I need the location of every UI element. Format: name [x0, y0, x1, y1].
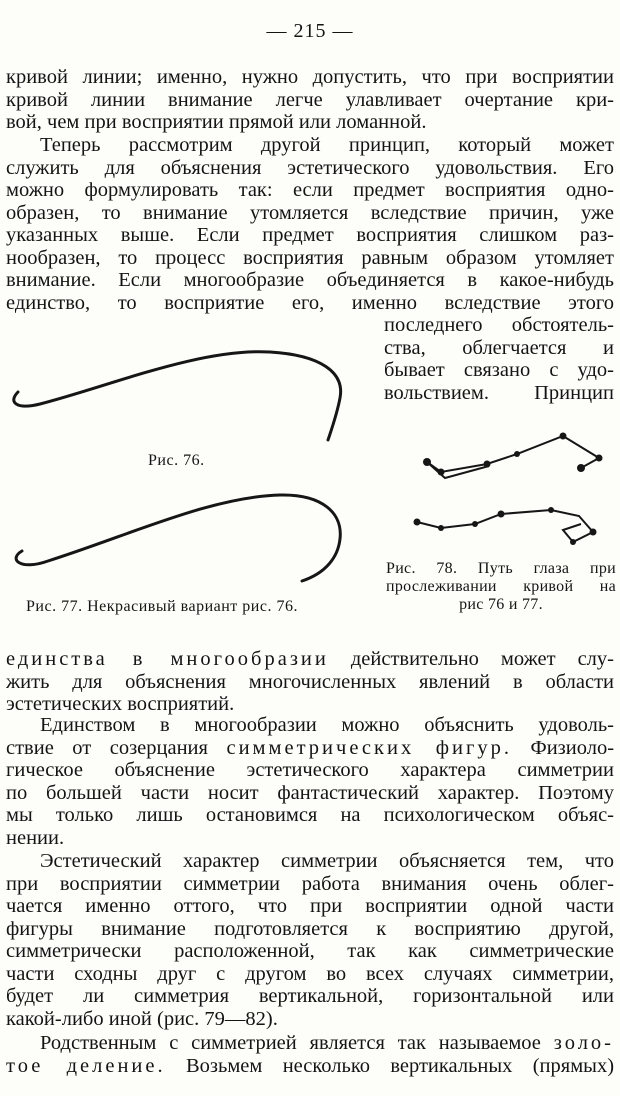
text-line — [6, 648, 614, 671]
text-fragment: Возьмем несколько вертикальных (прямых) — [185, 1054, 615, 1077]
text-fragment: ствие от созерцания — [6, 736, 208, 759]
text-line: Единством в многообразии можно объяснить удоволь- — [40, 714, 614, 736]
text-line: эстетических восприятий. — [6, 693, 235, 715]
text-line: по большей части носит фантастический характер. Поэтому — [6, 781, 614, 804]
text-fragment: Родственным с симметрией является так называемое — [40, 1032, 541, 1054]
figure-77-curve — [0, 475, 380, 595]
text-line: кривой линии; именно, нужно допустить, что при восприятии — [6, 66, 614, 88]
text-line: какой-либо иной (рис. 79—82). — [6, 1007, 278, 1030]
text-line: гическое объяснение эстетического характера симметрии — [6, 759, 614, 781]
top-paragraph — [6, 66, 614, 134]
text-line: бывает связано с удо- — [384, 359, 614, 381]
page-number: — 215 — — [266, 20, 354, 42]
text-line: вой, чем при восприятии прямой или ломанной. — [6, 111, 427, 133]
text-line — [6, 1032, 614, 1055]
text-line — [6, 737, 614, 760]
text-fragment: Физиоло- — [530, 736, 615, 759]
figure-76-curve — [0, 300, 380, 450]
second-paragraph — [6, 134, 614, 314]
text-line: кривой линии внимание легче улавливает очертание кри- — [6, 88, 614, 111]
text-line: нении. — [6, 826, 65, 849]
text-line: чается именно оттого, что при восприятии одной части — [6, 895, 614, 917]
text-line: служить для объяснения эстетического удовольствия. Его — [6, 156, 614, 179]
text-line: вольствием. Принцип — [384, 381, 614, 404]
text-line: мы только лишь остановимся на психологическом объяс- — [6, 804, 614, 826]
text-line: внимание. Если многообразие объединяется в какое-нибудь — [6, 269, 614, 291]
text-line: Эстетический характер симметрии объясняется тем, что — [40, 850, 614, 872]
text-line: будет ли симметрия вертикальной, горизонтальной или — [6, 985, 614, 1007]
text-line: фигуры внимание подготовляется к восприятию другой, — [6, 917, 614, 940]
text-line: жить для объяснения многочисленных явлений в области — [6, 670, 614, 693]
figure-76-caption: Рис. 76. — [148, 452, 205, 469]
side-text — [384, 314, 614, 404]
text-line: симметрически расположенной, так как симметрические — [6, 940, 614, 962]
after-figures-paragraph — [6, 648, 614, 716]
text-fragment: действительно может слу- — [350, 648, 614, 670]
spaced-emphasis: золо- — [553, 1032, 614, 1054]
figure-77-caption: Рис. 77. Некрасивый вариант рис. 76. — [26, 598, 298, 615]
text-line: части сходны друг с другом во всех случаях симметрии, — [6, 962, 614, 985]
text-line: последнего обстоятель- — [384, 314, 614, 336]
caption-line: прослеживании кривой на — [386, 578, 616, 595]
text-line: нообразен, то процесс восприятия равным образом утомляет — [6, 246, 614, 269]
text-line — [6, 1055, 614, 1078]
text-line: можно формулировать так: если предмет восприятия одно- — [6, 179, 614, 201]
text-line: Теперь рассмотрим другой принцип, который может — [40, 134, 614, 156]
spaced-emphasis: симметрических фигур. — [226, 736, 512, 759]
text-line: ства, облегчается и — [384, 336, 614, 359]
text-line: указанных выше. Если предмет восприятия слишком раз- — [6, 224, 614, 246]
spaced-emphasis: тое деление. — [6, 1054, 166, 1077]
text-line: при восприятии симметрии работа внимания очень облег- — [6, 872, 614, 895]
spaced-emphasis: единства в многообразии — [6, 648, 329, 670]
text-line: образен, то внимание утомляется вследствие причин, уже — [6, 201, 614, 224]
figure-78-caption — [386, 560, 616, 614]
symmetry-paragraph — [6, 714, 614, 849]
figure-78-eye-path — [405, 420, 620, 560]
text-line: единство, то восприятие его, именно вследствие этого — [6, 291, 614, 314]
aesthetic-paragraph — [6, 850, 614, 1030]
golden-section-paragraph — [6, 1032, 614, 1077]
caption-line: Рис. 78. Путь глаза при — [386, 560, 616, 577]
caption-line: рис 76 и 77. — [459, 596, 543, 613]
